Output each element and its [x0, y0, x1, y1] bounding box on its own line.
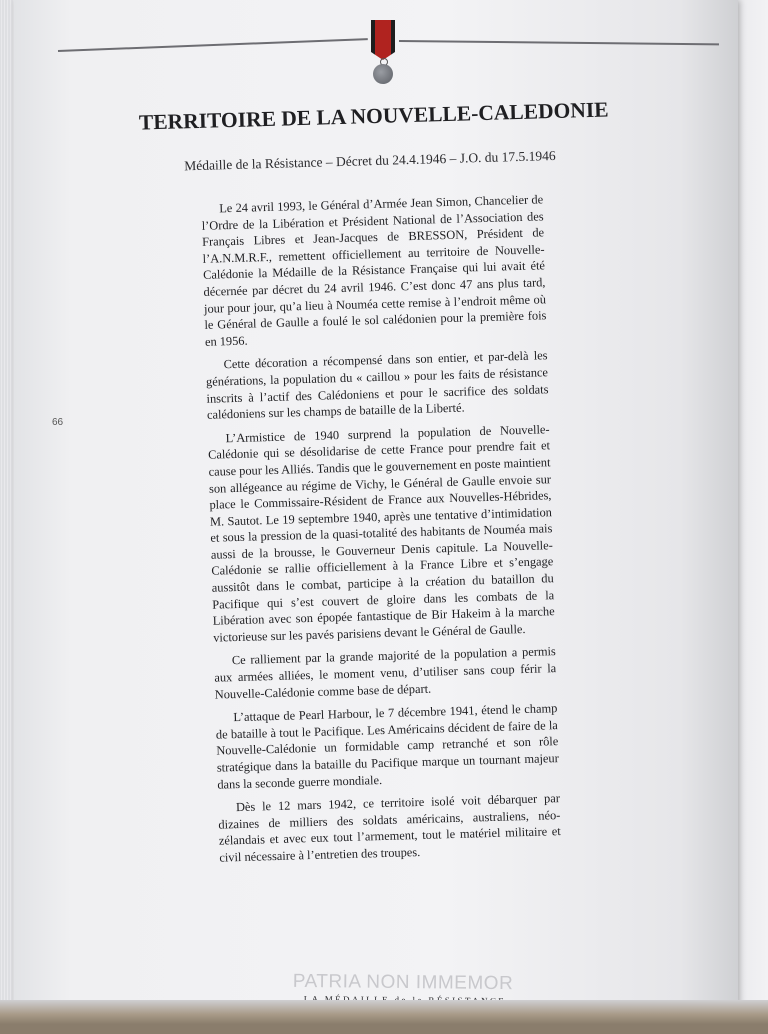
paragraph: Dès le 12 mars 1942, ce territoire isolé voit débarquer par dizaines de milliers des soldats américains, australiens, néo-zélandais et avec eux tout l’armement, tout le matériel militaire et civil nécessaire à l’entretien des troupes. — [218, 791, 561, 865]
paragraph: Ce ralliement par la grande majorité de la population a permis aux armées alliées, le moment venu, d’utiliser sans coup férir la Nouvelle-Calédonie comme base de départ. — [214, 644, 557, 702]
paragraph: L’attaque de Pearl Harbour, le 7 décembre 1941, étend le champ de bataille à tout le Pacifique. Les Américains décident de faire de la Nouvelle-Calédonie un formidable camp retranché et son rôle stratégique dans la bataille du Pacifique marque un tournant majeur dans la seconde guerre mondiale. — [215, 701, 559, 792]
paragraph: Cette décoration a récompensé dans son entier, et par-delà les générations, la population du « caillou » pour les faits de résistance inscrits à l’actif des Calédoniens et pour le sacrifice des soldats calédoniens sur les champs de bataille de la Liberté. — [205, 348, 549, 422]
page-number: 66 — [52, 417, 64, 428]
body-text — [201, 191, 562, 873]
page-subtitle: Médaille de la Résistance – Décret du 24.4.1946 – J.O. du 17.5.1946 — [184, 147, 556, 174]
page-bottom-edge — [0, 1000, 768, 1024]
page-title: TERRITOIRE DE LA NOUVELLE-CALEDONIE — [138, 97, 609, 135]
paragraph: L’Armistice de 1940 surprend la population de Nouvelle-Calédonie qui se désolidarise de cette France pour prendre fait et cause pour les Alliés. Tandis que le gouvernement en poste maintient son allégeance au régime de Vichy, le Général de Gaulle envoie sur place le Commissaire-Résident de France aux Nouvelles-Hébrides, M. Sautot. Le 19 septembre 1940, après une tentative d’intimidation et sous la pression de la quasi-totalité des habitants de Nouméa mais aussi de la brousse, le Gouverneur Denis capitule. La Nouvelle-Calédonie se rallie officiellement à la France Libre et s’engage aussitôt dans le combat, participe à la création du bataillon du Pacifique qui s’est couvert de gloire dans les combats de la Libération avec son épopée fantastique de Bir Hakeim à la marche victorieuse sur les pavés parisiens devant le Général de Gaulle. — [207, 421, 555, 645]
paragraph: Le 24 avril 1993, le Général d’Armée Jean Simon, Chancelier de l’Ordre de la Libération et Président National de l’Association des Français Libres et Jean-Jacques de BRESSON, Président de l’A.N.M.R.F., remettent officiellement au territoire de Nouvelle-Calédonie la Médaille de la Résistance Française qui lui avait été décernée par décret du 24 avril 1946. C’est donc 47 ans plus tard, jour pour jour, qu’a lieu à Nouméa cette remise à l’endroit même où le Général de Gaulle a foulé le sol calédonien pour la première fois en 1956. — [201, 192, 547, 349]
footer-watermark: PATRIA NON IMMEMOR — [292, 970, 514, 995]
